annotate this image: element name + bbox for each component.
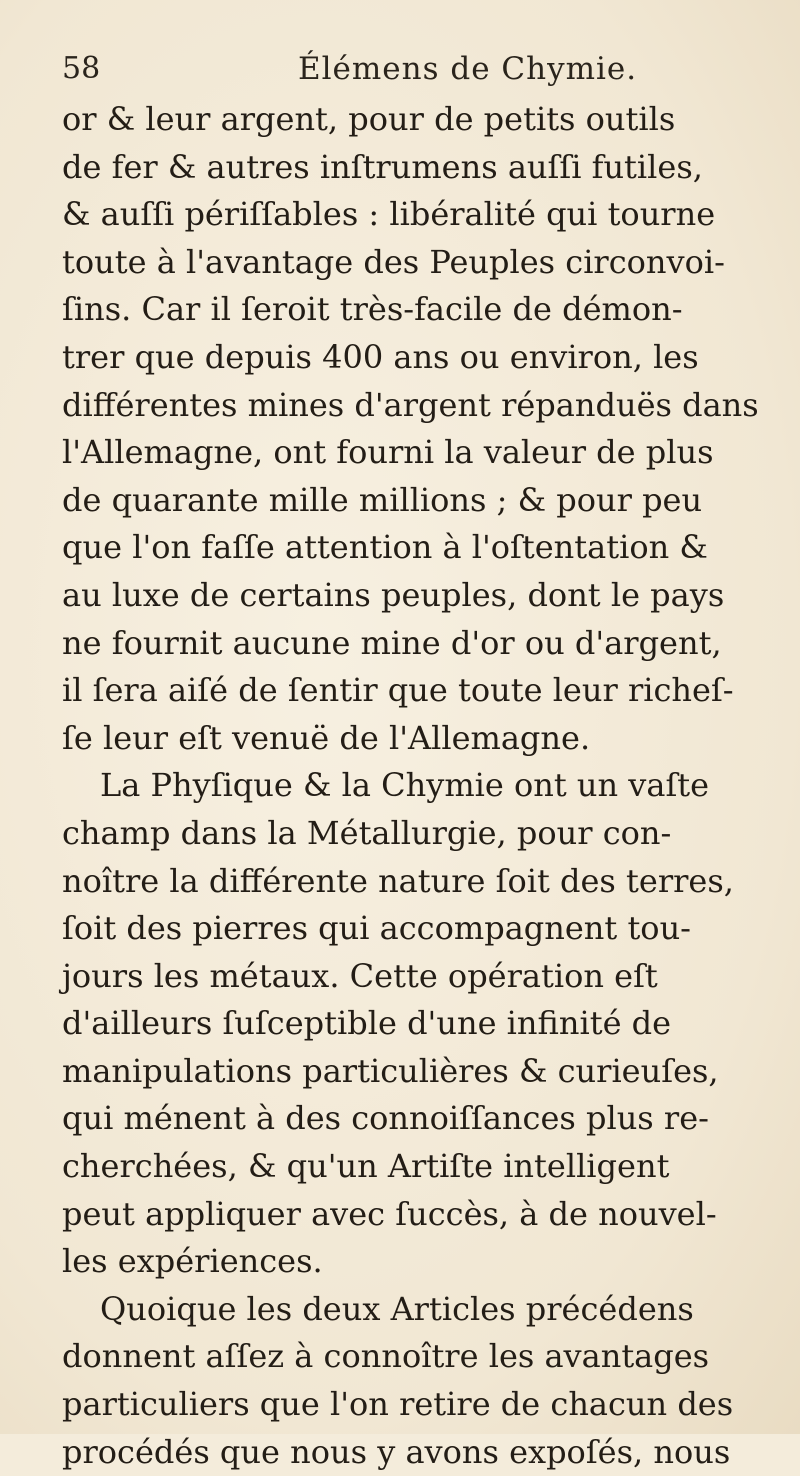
text-line: de quarante mille millions ; & pour peu — [62, 480, 703, 519]
text-line: différentes mines d'argent répanduës dans — [62, 385, 759, 424]
text-line: ſe leur eſt venuë de l'Allemagne. — [62, 718, 591, 757]
text-line: trer que depuis 400 ans ou environ, les — [62, 337, 699, 376]
paragraph-start-line: La Phyſique & la Chymie ont un vaſte — [100, 766, 710, 805]
text-line: particuliers que l'on retire de chacun des — [62, 1385, 734, 1424]
running-title: Élémens de Chymie. — [298, 51, 638, 87]
text-line: que l'on faſſe attention à l'oſtentation & — [62, 528, 708, 567]
text-line: toute à l'avantage des Peuples circonvoi- — [62, 242, 725, 281]
text-line: cherchées, & qu'un Artiſte intelligent — [62, 1147, 670, 1186]
text-line: de fer & autres inſtrumens auſſi futiles, — [62, 147, 703, 186]
text-line: il ſera aiſé de ſentir que toute leur richeſ- — [62, 671, 734, 710]
text-line: d'ailleurs ſuſceptible d'une infinité de — [62, 1004, 672, 1043]
text-line: les expériences. — [62, 1242, 323, 1281]
text-line: procédés que nous y avons expoſés, nous — [62, 1432, 731, 1471]
text-line: ſoit des pierres qui accompagnent tou- — [62, 909, 691, 948]
text-line: manipulations particulières & curieuſes, — [62, 1051, 719, 1090]
page-number: 58 — [62, 51, 101, 86]
text-line: peut appliquer avec ſuccès, à de nouvel- — [62, 1194, 717, 1233]
text-line: noître la différente nature ſoit des terres, — [62, 861, 734, 900]
page-header — [62, 44, 782, 94]
text-line: or & leur argent, pour de petits outils — [62, 100, 676, 138]
text-line: l'Allemagne, ont fourni la valeur de plus — [62, 433, 714, 472]
text-line: donnent aſſez à connoître les avantages — [62, 1337, 710, 1376]
text-line: & auſſi périſſables : libéralité qui tourne — [62, 195, 716, 234]
body-text — [62, 96, 790, 1476]
text-line: jours les métaux. Cette opération eſt — [62, 956, 658, 995]
text-line: qui ménent à des connoiſſances plus re- — [62, 1099, 709, 1138]
paragraph-start-line: Quoique les deux Articles précédens — [100, 1289, 694, 1328]
text-line: ſins. Car il ſeroit très-facile de démon- — [62, 290, 683, 329]
text-line: champ dans la Métallurgie, pour con- — [62, 813, 672, 852]
text-line: ne fournit aucune mine d'or ou d'argent, — [62, 623, 722, 662]
text-line: au luxe de certains peuples, dont le pays — [62, 575, 725, 614]
